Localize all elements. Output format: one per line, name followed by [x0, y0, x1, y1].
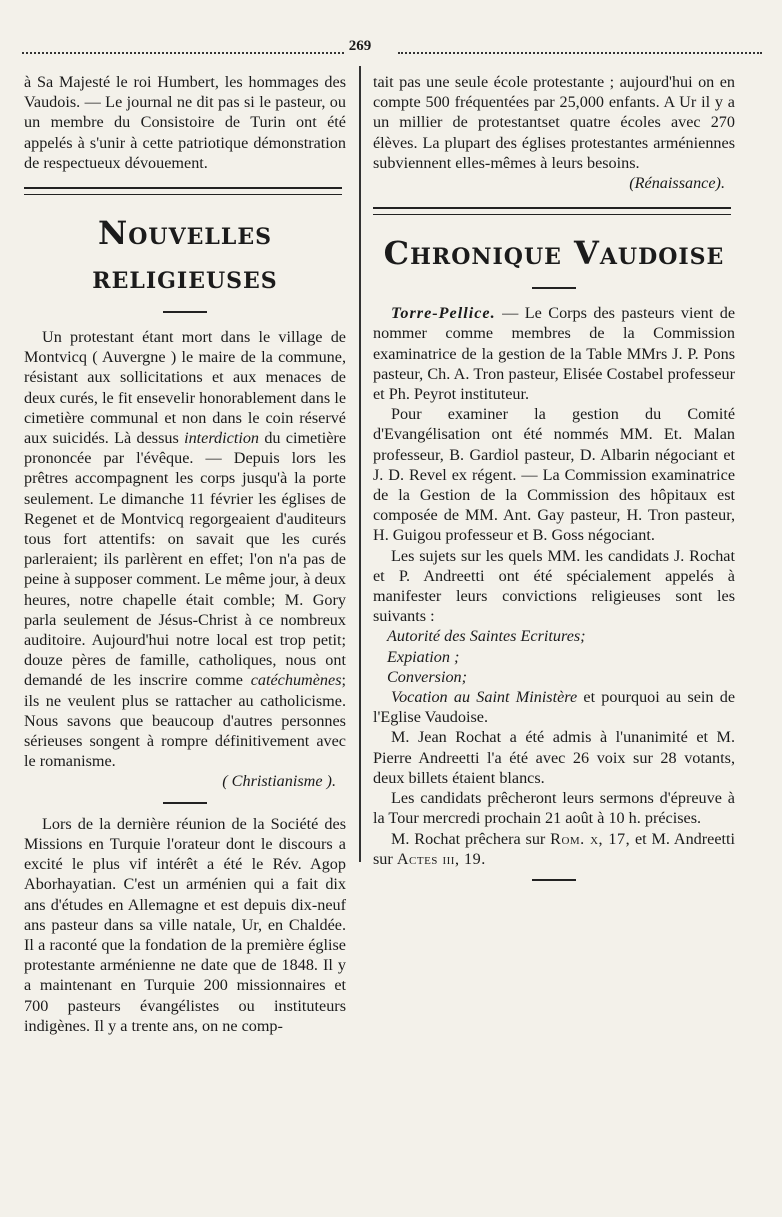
article-montvicq-emphasis-2: catéchumènes	[250, 671, 342, 690]
article-separator	[163, 802, 207, 804]
end-separator	[532, 879, 576, 881]
title-underline-right	[532, 287, 576, 289]
header-rule-left	[22, 52, 344, 56]
header-rule	[22, 48, 762, 58]
source-christianisme: ( Christianisme ).	[222, 772, 336, 791]
vocation-emphasis: Vocation au Saint Ministère	[391, 688, 578, 707]
topic-item: Conversion;	[387, 667, 468, 686]
header-rule-right	[398, 52, 762, 56]
chronique-text-1: — Le Corps des pasteurs vient de nommer comme membres de la Commission examinatrice de la gestion de la Table MMrs J. P. Pons pasteur, Ch. A. Tron pasteur, Elisée Costabel professeur et Ph. Peyrot instituteur.	[373, 304, 736, 404]
section-rule	[24, 187, 342, 195]
bible-reference-romains: Rom. x, 17,	[550, 829, 631, 848]
chronique-paragraph-3: Les sujets sur les quels MM. les candidats J. Rochat et P. Andreetti ont été spécialement appelés à manifester leurs convictions religieuses sont les suivants :	[373, 546, 735, 626]
section-rule-right	[373, 207, 731, 215]
section-title-nouvelles: Nouvelles religieuses	[92, 214, 278, 297]
bible-reference-actes: Actes iii, 19.	[396, 849, 486, 868]
article-montvicq-emphasis: interdiction	[184, 429, 260, 448]
page-number: 269	[348, 38, 372, 54]
chronique-text-4: et pourquoi au sein de l'Eglise Vaudoise.	[373, 688, 736, 727]
chronique-paragraph-5: M. Jean Rochat a été admis à l'unanimité et M. Pierre Andreetti l'a été avec 26 voix sur 28 votants, deux billets étaient blancs.	[373, 728, 735, 787]
article-montvicq-text-cont: du cimetière prononcée par l'évêque. — Depuis lors les prêtres accompagnent les corps jusqu'à la porte seulement. Le dimanche 11 février les églises de Regenet et de Montvicq regorgeaient d'auditeurs tous fort attentifs: on savait que les curés parleraient; ils parlèrent en effet; l'on n'a pas de peine à supposer comment. Le même jour, à deux heures, notre chapelle était comble; M. Gory parla seulement de Jésus-Christ à ce nombreux auditoire. Aujourd'hui notre local est trop petit; douze pères de famille, catholiques, nous ont demandé de les inscrire comme	[24, 429, 347, 690]
article-missions-turquie: Lors de la dernière réunion de la Société des Missions en Turquie l'orateur dont le discours a excité le plus vif intérêt a été le Rév. Agop Aborhayatian. C'est un arménien qui a fait dix ans d'études en Allemagne et est depuis dix-neuf ans pasteur dans sa ville natale, Ur, en Chaldée. Il a raconté que la fondation de la première église protestante arménienne ne date que de 1848. Il y a maintenant en Turquie 200 missionnaires et 700 pasteurs évangélistes ou instituteurs indigènes. Il y a trente ans, on ne comp-	[24, 814, 346, 1035]
section-title-chronique: Chronique Vaudoise	[383, 234, 725, 273]
article-montvicq-text-end: ; ils ne veulent plus se rattacher au catholicisme. Nous savons que beaucoup d'autres personnes sérieuses songent à rompre définitivement avec le romanisme.	[24, 671, 346, 771]
article-montvicq	[24, 327, 346, 771]
intro-paragraph: à Sa Majesté le roi Humbert, les hommages des Vaudois. — Le journal ne dit pas si le pasteur, ou un membre du Consistoire de Turin ont été appelés à s'unir à cette patriotique démonstration de respectueux dévouement.	[24, 73, 346, 172]
article-montvicq-text: Un protestant étant mort dans le village de Montvicq ( Auvergne ) le maire de la commune, résistant aux sollicitations et aux menaces de deux curés, le fit ensevelir honorablement dans le cimetière communal et non dans le coin réservé aux suicidés. Là dessus	[24, 328, 346, 448]
chronique-paragraph-6: Les candidats prêcheront leurs sermons d'épreuve à la Tour mercredi prochain 21 août à 10 h. précises.	[373, 789, 735, 828]
chronique-paragraph-7	[373, 829, 735, 869]
left-column	[24, 72, 346, 1036]
topic-item: Expiation ;	[387, 647, 460, 666]
chronique-paragraph-2: Pour examiner la gestion du Comité d'Evangélisation ont été nommés MM. Et. Malan professeur, B. Gardiol pasteur, D. Albarin négociant et J. D. Revel ex régent. — La Commission examinatrice de la Gestion de la Commission des hôpitaux est composée de MM. Ant. Gay pasteur, H. Tron pasteur, H. Guigou professeur et B. Goss négociant.	[373, 405, 735, 545]
column-divider	[359, 66, 361, 862]
right-column	[373, 72, 735, 891]
chronique-paragraph-1	[373, 303, 735, 404]
chronique-paragraph-4	[373, 687, 735, 727]
topic-item: Autorité des Saintes Ecritures;	[387, 627, 586, 646]
continuation-paragraph: tait pas une seule école protestante ; aujourd'hui on en compte 500 fréquentées par 25,000 enfants. A Ur il y a un millier de protestantset quatre écoles avec 270 élèves. La plupart des églises protestantes arméniennes subviennent elles-mêmes à leurs besoins.	[373, 73, 735, 172]
place-heading: Torre-Pellice.	[391, 304, 496, 323]
title-underline	[163, 311, 207, 313]
chronique-text-7b: et M. Andreetti sur	[373, 829, 736, 868]
chronique-text-7a: M. Rochat prêchera sur	[391, 829, 546, 848]
source-renaissance: (Rénaissance).	[629, 174, 725, 193]
